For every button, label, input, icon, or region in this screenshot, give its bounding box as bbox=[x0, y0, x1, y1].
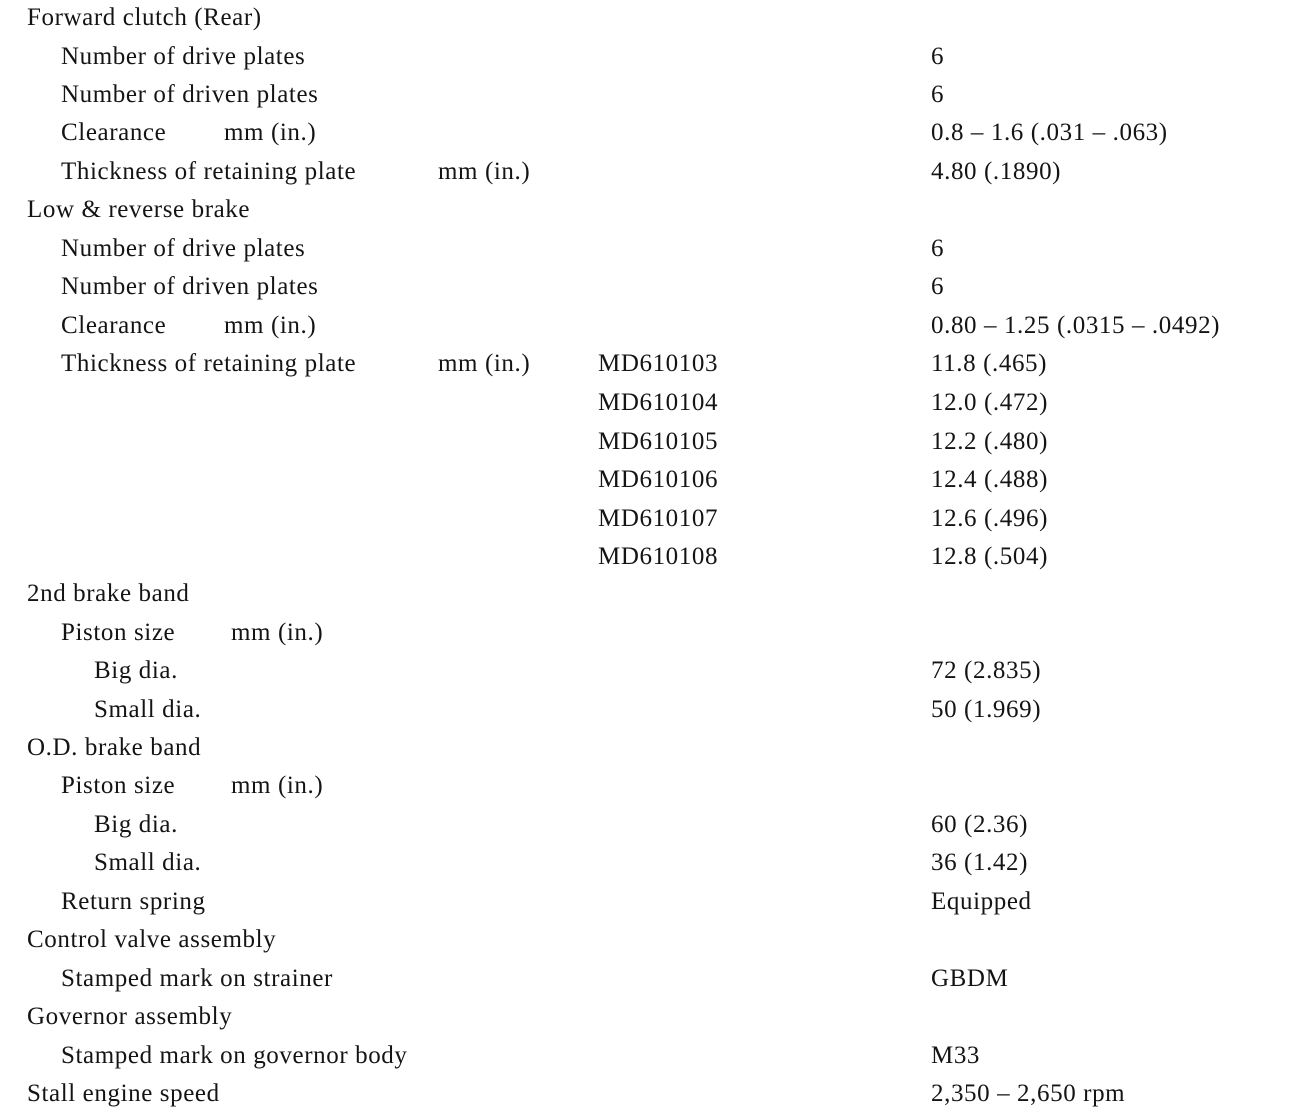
row-value: 50 (1.969) bbox=[931, 696, 1042, 723]
row-label: Small dia. bbox=[94, 696, 202, 723]
row-value: 0.8 – 1.6 (.031 – .063) bbox=[931, 119, 1168, 146]
row-value: 4.80 (.1890) bbox=[931, 158, 1062, 185]
spec-row-part-md610105 bbox=[0, 427, 1312, 465]
row-label: Stall engine speed bbox=[27, 1080, 220, 1107]
row-unit: mm (in.) bbox=[224, 312, 317, 339]
row-label: Number of driven plates bbox=[61, 273, 319, 300]
spec-row-forward-retaining-plate bbox=[0, 157, 1312, 195]
row-value: 6 bbox=[931, 81, 945, 108]
spec-row-forward-clearance bbox=[0, 118, 1312, 156]
spec-row-governor-mark bbox=[0, 1041, 1312, 1079]
row-value: 12.2 (.480) bbox=[931, 428, 1049, 455]
row-label: O.D. brake band bbox=[27, 734, 202, 761]
row-label: Clearance bbox=[61, 312, 167, 339]
spec-row-forward-drive-plates bbox=[0, 42, 1312, 80]
section-heading-forward-clutch bbox=[0, 3, 1312, 41]
row-part-number: MD610106 bbox=[598, 466, 719, 493]
row-label: Big dia. bbox=[94, 657, 178, 684]
spec-row-2nd-piston-size bbox=[0, 618, 1312, 656]
row-label: Number of drive plates bbox=[61, 43, 306, 70]
spec-row-part-md610108 bbox=[0, 542, 1312, 580]
row-label: Big dia. bbox=[94, 811, 178, 838]
row-value: 6 bbox=[931, 235, 945, 262]
row-unit: mm (in.) bbox=[224, 119, 317, 146]
row-label: Piston size bbox=[61, 619, 176, 646]
row-value: 12.6 (.496) bbox=[931, 505, 1049, 532]
row-part-number: MD610104 bbox=[598, 389, 719, 416]
row-value: 2,350 – 2,650 rpm bbox=[931, 1080, 1126, 1107]
row-label: Governor assembly bbox=[27, 1003, 233, 1030]
spec-row-2nd-big-dia bbox=[0, 656, 1312, 694]
spec-row-part-md610104 bbox=[0, 388, 1312, 426]
row-value: 12.4 (.488) bbox=[931, 466, 1049, 493]
row-label: Control valve assembly bbox=[27, 926, 277, 953]
spec-row-od-return-spring bbox=[0, 887, 1312, 925]
row-value: 11.8 (.465) bbox=[931, 350, 1048, 377]
row-label: Number of driven plates bbox=[61, 81, 319, 108]
row-label: Number of drive plates bbox=[61, 235, 306, 262]
row-label: Clearance bbox=[61, 119, 167, 146]
row-value: 6 bbox=[931, 43, 945, 70]
spec-row-stall-engine-speed bbox=[0, 1079, 1312, 1117]
section-heading-od-brake-band bbox=[0, 733, 1312, 771]
row-unit: mm (in.) bbox=[438, 350, 531, 377]
row-value: Equipped bbox=[931, 888, 1032, 915]
row-label: Small dia. bbox=[94, 849, 202, 876]
section-heading-2nd-brake-band bbox=[0, 579, 1312, 617]
row-label: 2nd brake band bbox=[27, 580, 190, 607]
row-label: Stamped mark on governor body bbox=[61, 1042, 408, 1069]
row-label: Stamped mark on strainer bbox=[61, 965, 333, 992]
spec-row-low-drive-plates bbox=[0, 234, 1312, 272]
spec-row-2nd-small-dia bbox=[0, 695, 1312, 733]
row-label: Forward clutch (Rear) bbox=[27, 4, 262, 31]
row-value: 72 (2.835) bbox=[931, 657, 1042, 684]
spec-row-low-retaining-plate bbox=[0, 349, 1312, 387]
spec-row-od-big-dia bbox=[0, 810, 1312, 848]
row-value: 0.80 – 1.25 (.0315 – .0492) bbox=[931, 312, 1221, 339]
row-unit: mm (in.) bbox=[231, 772, 324, 799]
row-label: Piston size bbox=[61, 772, 176, 799]
spec-row-part-md610106 bbox=[0, 465, 1312, 503]
row-value: 12.8 (.504) bbox=[931, 543, 1049, 570]
row-label: Thickness of retaining plate bbox=[61, 158, 357, 185]
spec-row-low-driven-plates bbox=[0, 272, 1312, 310]
section-heading-control-valve bbox=[0, 925, 1312, 963]
row-unit: mm (in.) bbox=[438, 158, 531, 185]
row-part-number: MD610107 bbox=[598, 505, 719, 532]
spec-row-low-clearance bbox=[0, 311, 1312, 349]
spec-row-part-md610107 bbox=[0, 504, 1312, 542]
spec-row-od-piston-size bbox=[0, 771, 1312, 809]
section-heading-low-reverse-brake bbox=[0, 195, 1312, 233]
row-value: 60 (2.36) bbox=[931, 811, 1029, 838]
row-value: GBDM bbox=[931, 965, 1009, 992]
row-label: Return spring bbox=[61, 888, 206, 915]
spec-row-strainer-mark bbox=[0, 964, 1312, 1002]
row-part-number: MD610108 bbox=[598, 543, 719, 570]
section-heading-governor bbox=[0, 1002, 1312, 1040]
row-value: 12.0 (.472) bbox=[931, 389, 1049, 416]
row-part-number: MD610103 bbox=[598, 350, 719, 377]
row-value: M33 bbox=[931, 1042, 981, 1069]
spec-row-forward-driven-plates bbox=[0, 80, 1312, 118]
row-value: 36 (1.42) bbox=[931, 849, 1029, 876]
row-unit: mm (in.) bbox=[231, 619, 324, 646]
row-label: Thickness of retaining plate bbox=[61, 350, 357, 377]
row-value: 6 bbox=[931, 273, 945, 300]
row-part-number: MD610105 bbox=[598, 428, 719, 455]
row-label: Low & reverse brake bbox=[27, 196, 251, 223]
spec-row-od-small-dia bbox=[0, 848, 1312, 886]
